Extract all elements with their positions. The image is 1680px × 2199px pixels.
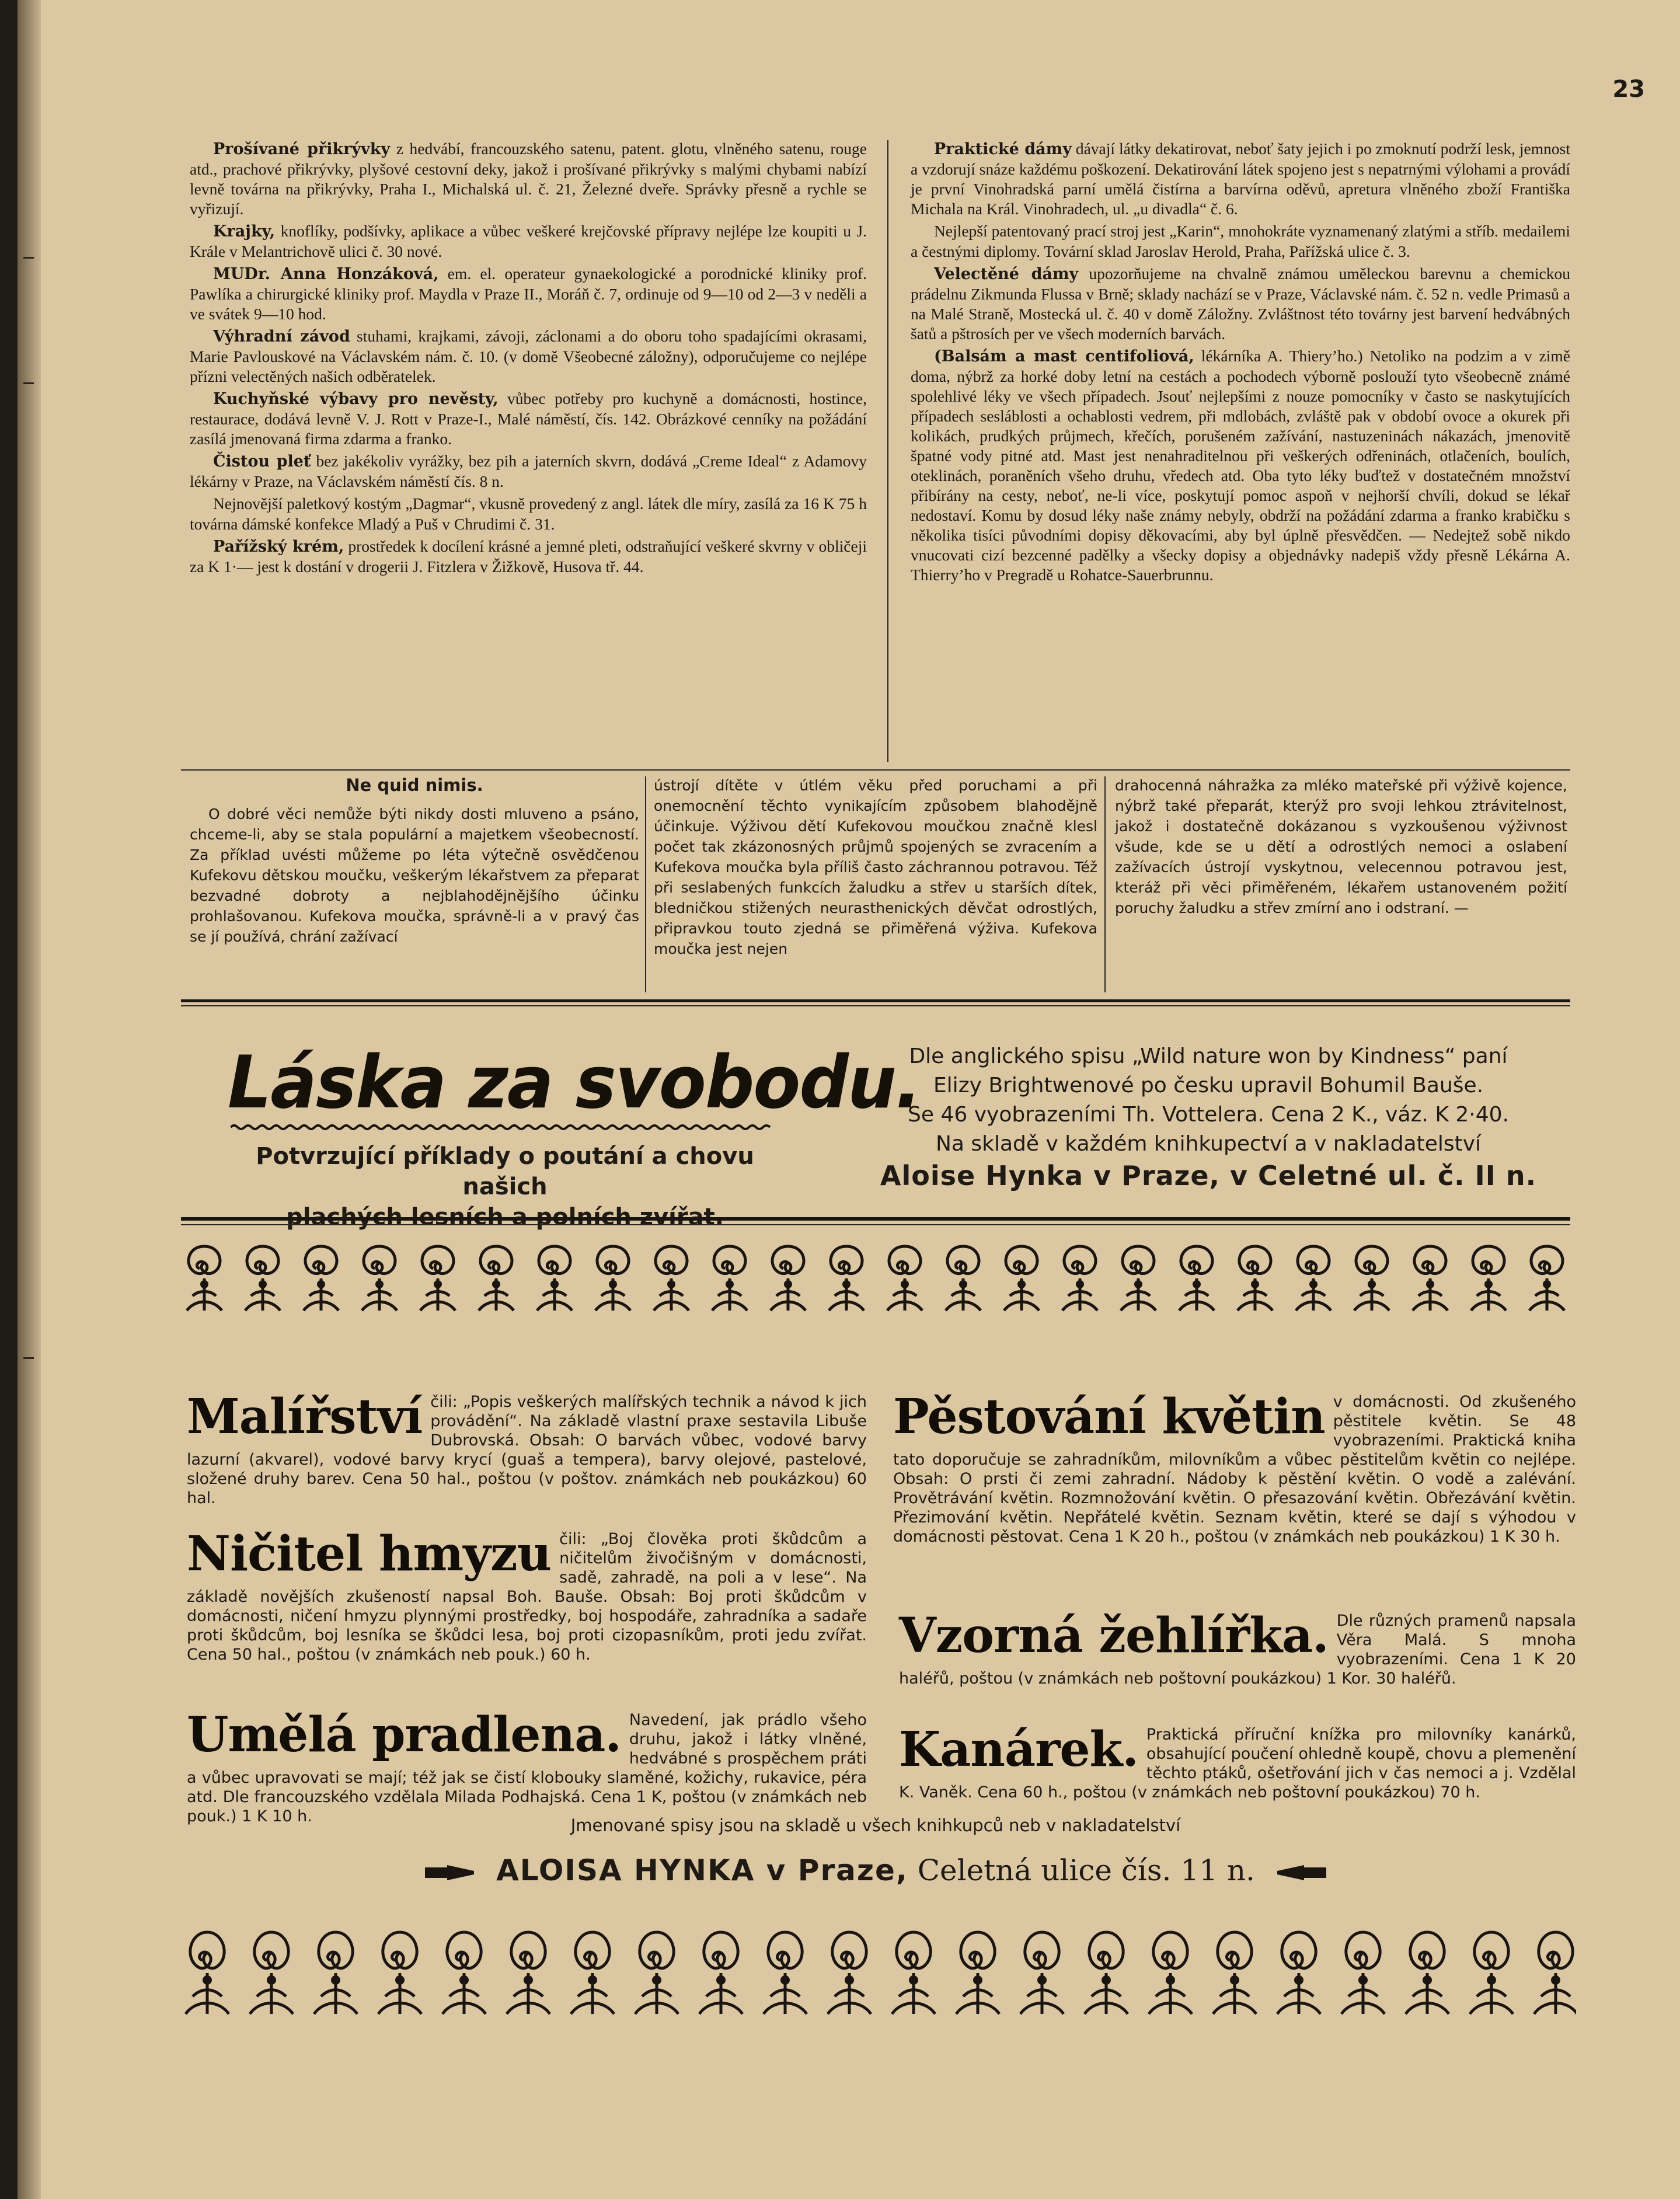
ornamental-border-bottom <box>175 1926 1576 2020</box>
ne-quid-column-3 <box>1115 775 1567 918</box>
footer-availability: Jmenované spisy jsou na skladě u všech knihkupců neb v nakladatelství <box>570 1815 1181 1835</box>
book-title: Pěstování květin <box>893 1389 1325 1445</box>
column-divider <box>887 140 888 762</box>
classified-item: Nejlepší patentovaný prací stroj jest „Karin“, mnohokráte vyznamenaný zlatými a stříb. medailemi a čestnými diplomy. Tovární sklad Jaroslav Herold, Praha, Pařížská ulice č. 3. <box>911 222 1570 260</box>
ad-book-details: Dle anglického spisu „Wild nature won by Kindness“ paní Elizy Brightwenové po česku upravil Bohumil Bauše. Se 46 vyobrazeními Th. Vottelera. Cena 2 K., váz. K 2·40. Na skladě v každém knihkupectví a v nakladatelství Aloise Hynka v Praze, v Celetné ul. č. II n. <box>846 1042 1570 1190</box>
book-description: Dle různých pramenů napsala Věra Malá. S mnoha vyobrazeními. Cena 1 K 20 haléřů, poštou (v známkách neb poštovní poukázkou) 1 Kor. 30 haléřů. <box>899 1612 1576 1688</box>
book-umela-pradlena <box>187 1707 867 1826</box>
book-description: čili: „Boj člověka proti škůdcům a ničitelům živočišným v domácnosti, sadě, zahradě, na poli a v lese“. Na základě novějších zkušeností napsal Boh. Bauše. Obsah: Boj proti škůdcům v domácnosti, ničení hmyzu plynnými prostředky, boj hospodáře, zahradníka a sadaře proti škůdcům, boj lesníka se škůdci lesa, boj proti cizopasníkům, proti jedu zvířat. Cena 50 hal., poštou (v známkách neb pouk.) 60 h. <box>187 1530 867 1664</box>
article-text: ústrojí dítěte v útlém věku před poruchami a při onemocnění těchto vynikajícím způsobem blahodějně účinkuje. Výživou dětí Kufekovou moučkou značně klesl počet tak zkázonosných průjmů spojených se zvracením a Kufekova moučka byla příliš často záchrannou potravou. Též při seslabených funkcích žaludku a střev u starších dítek, bledničkou stižených neurasthenických děvčat odrostlých, připravkou touto zjedná se přiměřená výživa. Kufekova moučka jest nejen <box>654 777 1097 957</box>
ne-quid-column-1 <box>190 775 639 947</box>
classified-item: MUDr. Anna Honzáková, em. el. operateur gynaekologické a porodnické kliniky prof. Pawlíka a chirurgické kliniky prof. Maydla v Praze II., Moráň č. 7, ordinuje od 9—10 od 2—3 v neděli a ve svátek 9—10 hod. <box>190 264 867 323</box>
classified-item: (Balsám a mast centifoliová, lékárníka A. Thiery’ho.) Netoliko na podzim a v zimě doma, nýbrž za horké doby letní na cestách a pochodech výborně poslouží tyto všeobecně známé spolehlivé léky ve všech případech. Jsouť nejlepšími z nouze pomocníky v často se naskytujících případech sesláblosti a ochablosti vedrem, při mdlobách, zvláště pak v období ovoce a okurek při kolikách, prudkých průjmech, křečích, porušeném zažívání, nastuzeninách nákazách, jmenovitě špatné vody pitné atd. Mast jest nenahraditelnou při veškerých odřeninách, otlačeních, boulích, oteklinách, poraněních všeho druhu, vředech atd. Oba tyto léky buďtež v dostatečném množství přibírány na cesty, neboť, ne-li více, poskytují pomoc aspoň v nejhorší chvíli, dokud se lékař nedostaví. Komu by dosud léky naše známy nebyly, obdrží na požádání zdarma a franko krabičku s několika tisíci původními dopisy děkovacími, aby byl úplně přesvědčen. — Nedejtež sobě nikdo vnucovati cizí bezcenné padělky a všecky dopisy a objednávky nadepiš vždy přesně Lékárna A. Thierry’ho v Pregradě u Rohatce-Sauerbrunnu. <box>911 347 1570 584</box>
punch-mark <box>23 257 34 259</box>
classified-item: Velectěné dámy upozorňujeme na chvalně známou uměleckou barevnu a chemickou prádelnu Zikmunda Flussa v Brně; sklady nachází se v Praze, Václavské nám. č. 52 n. vedle Primasů a na Malé Straně, Mostecká ul. č. 40 v domě Záložny. Zvláštnost této továrny jest barvení hedvábných šatů a pštrosích per ve všech moderních barvách. <box>911 264 1570 343</box>
book-malirstvi <box>187 1389 867 1508</box>
article-text: O dobré věci nemůže býti nikdy dosti mluveno a psáno, chceme-li, aby se stala populární a majetkem všeobecností. Za příklad uvésti můžeme po léta výtečně osvědčenou Kufekovu dětskou moučku, veškerým lékařstvem za přeparat bezvadné dobroty a nejblahodějnějšího účinku prohlašovanou. Kufekova moučka, správně-li a v pravý čas se jí používá, chrání zažívací <box>190 806 639 945</box>
section-rule <box>181 1005 1570 1006</box>
book-description: čili: „Popis veškerých malířských technik a návod k jich provádění“. Na základě vlastní praxe sestavila Libuše Dubrovská. Obsah: O barvách vůbec, vodové barvy lazurní (akvarel), vodové barvy krycí (guaš a tempera), barvy olejové, pastelové, složené druhy barev. Cena 50 hal., poštou (v poštov. známkách neb poukázkou) 60 hal. <box>187 1393 867 1507</box>
ad-book-title: Láska za svobodu. <box>228 1040 921 1125</box>
book-description: v domácnosti. Od zkušeného pěstitele květin. Se 48 vyobrazeními. Praktická kniha tato doporučuje se zahradníkům, milovníkům a vůbec pěstitelům květin co nejlépe. Obsah: O prsti či zemi zahradní. Nádoby k pěstění květin. O vodě a zalévání. Provětrávání květin. Rozmnožování květin. O přesazování květin. Obřezávání květin. Přezimování květin. Nepřátelé květin. Seznam květin, které se dají s výhodou v domácnosti pěstovat. Cena 1 K 20 h., poštou (v známkách neb poukázkou) 1 K 30 h. <box>893 1393 1576 1546</box>
column-divider <box>645 776 646 992</box>
book-description: Navedení, jak prádlo všeho druhu, jakož i látky vlněné, hedvábné s prospěchem práti a vůbec upravovati se mají; též jak se čistí klobouky slaměné, kožichy, rukavice, péra atd. Dle francouzského vzdělala Milada Podhajská. Cena 1 K, poštou (v známkách neb pouk.) 1 K 10 h. <box>187 1711 867 1825</box>
section-rule-thick <box>181 999 1570 1002</box>
book-nicitel-hmyzu <box>187 1526 867 1664</box>
article-text: drahocenná náhražka za mléko mateřské při výživě kojence, nýbrž také přeparát, kterýž pro svoji lehkou ztrávitelnost, jakož i dostatečně dokázanou s vyzkoušenou výživnost všude, kde se u dětí a odrostlých nemoci a oslabení zažívacích ústrojí vyskytnou, velecennou potravou jest, kteráž při věci přiměřeném, lékařem ustanoveném požití poruchy žaludku a střev zmírní ano i odstraní. — <box>1115 777 1567 916</box>
book-title: Kanárek. <box>899 1721 1138 1778</box>
classified-item: Kuchyňské výbavy pro nevěsty, vůbec potřeby pro kuchyně a domácnosti, hostince, restaurace, dodává levně V. J. Rott v Praze-I., Malé náměstí, čís. 142. Obrázkové cenníky na požádání zasílá jmenovaná firma zdarma a franko. <box>190 389 867 448</box>
book-vzorna-zehlirka <box>899 1608 1576 1688</box>
classifieds-left-column <box>190 139 867 579</box>
classified-item: Krajky, knoflíky, podšívky, aplikace a vůbec veškeré krejčovské přípravy nejlépe lze koupiti u J. Krále v Melantrichově ulici č. 30 nové. <box>190 222 867 260</box>
pointing-hand-right-icon <box>424 1863 476 1883</box>
classified-item: Prošívané přikrývky z hedvábí, francouzského satenu, patent. glotu, vlněného satenu, rouge atd., prachové přikrývky, plyšové cestovní deky, jakož i prošívané přikrývky s malými chybami nabízí levně továrna na přikrývky, Praha I., Michalská ul. č. 21, Železné dveře. Správky přesně a rychle se vyřizují. <box>190 140 867 218</box>
page-number: 23 <box>1612 76 1645 103</box>
ornamental-border-top <box>175 1240 1576 1316</box>
section-rule <box>181 1224 1570 1225</box>
book-kanarek <box>899 1721 1576 1802</box>
ad-book-subtitle: Potvrzující příklady o poutání a chovu našich <box>256 1143 754 1200</box>
publisher-name: ALOISA HYNKA v Praze, <box>496 1853 908 1887</box>
section-rule-thick <box>181 1217 1570 1221</box>
punch-mark <box>23 1357 34 1359</box>
section-rule <box>181 769 1570 771</box>
article-heading: Ne quid nimis. <box>346 775 483 795</box>
classified-item: Pařížský krém, prostředek k docílení krásné a jemné pleti, odstraňující veškeré skvrny v obličeji za K 1·— jest k dostání v drogerii J. Fitzlera v Žižkově, Husova tř. 44. <box>190 537 867 576</box>
classified-item: Čistou pleť bez jakékoliv vyrážky, bez pih a jaterních skvrn, dodává „Creme Ideal“ z Adamovy lékárny v Praze, na Václavském náměstí čís. 8 n. <box>190 452 867 490</box>
classified-item: Nejnovější paletkový kostým „Dagmar“, vkusně provedený z angl. látek dle míry, zasílá za 16 K 75 h továrna dámské konfekce Mladý a Puš v Chrudimi č. 31. <box>190 494 867 533</box>
book-pestovani-kvetin <box>893 1389 1576 1546</box>
column-divider <box>1104 776 1106 992</box>
book-title: Umělá pradlena. <box>187 1707 621 1763</box>
classified-item: Praktické dámy dávají látky dekatirovat, neboť šaty jejich i po zmoknutí podrží lesk, jemnost a vzdorují snáze každému poškození. Dekatirování látek spojeno jest s nepatrnými výlohami a provádí je první Vinohradská parní umělá čistírna a barvírna oděvů, apretura vlněného zboží Františka Michala na Král. Vinohradech, ul. „u divadla“ č. 6. <box>911 140 1570 218</box>
classified-item: Výhradní závod stuhami, krajkami, závoji, záclonami a do oboru toho spadajícími okrasami, Marie Pavlouskové na Václavském nám. č. 10. (v domě Všeobecné záložny), odporučujeme co nejlépe přízni velectěných našich odběratelek. <box>190 327 867 385</box>
wavy-underline <box>231 1124 771 1131</box>
punch-mark <box>23 382 34 384</box>
book-title: Malířství <box>187 1389 423 1445</box>
ad-publisher: Aloise Hynka v Praze, v Celetné ul. č. II n. <box>880 1160 1537 1191</box>
book-title: Vzorná žehlířka. <box>899 1608 1329 1664</box>
footer-publisher <box>175 1853 1576 1887</box>
publisher-address: Celetná ulice čís. 11 n. <box>917 1853 1255 1887</box>
book-title: Ničitel hmyzu <box>187 1526 552 1582</box>
newspaper-page <box>18 0 1680 2199</box>
binding-gutter <box>18 0 41 2199</box>
book-description: Praktická příruční knížka pro milovníky kanárků, obsahující poučení ohledně koupě, chovu a plemenění těchto ptáků, ošetřování jich v čas nemoci a j. Vzdělal K. Vaněk. Cena 60 h., poštou (v známkách neb poštovní poukázkou) 70 h. <box>899 1726 1576 1801</box>
pointing-hand-left-icon <box>1275 1863 1327 1883</box>
ne-quid-column-2 <box>654 775 1097 959</box>
classifieds-right-column <box>911 139 1570 587</box>
